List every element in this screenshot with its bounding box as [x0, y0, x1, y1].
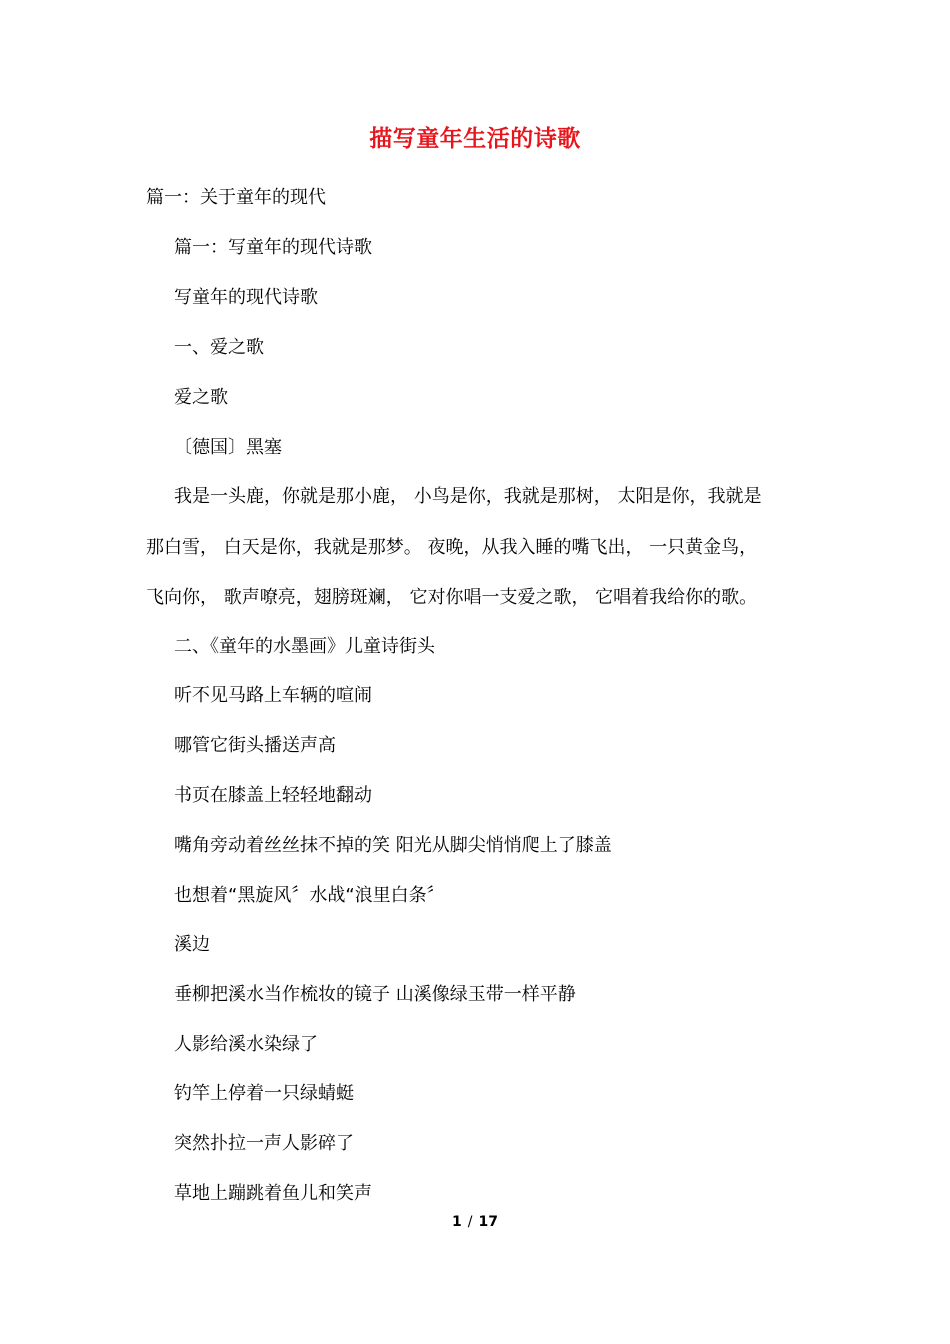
section-heading: 篇一：关于童年的现代	[146, 187, 326, 208]
poem-line: 溪边	[174, 934, 210, 955]
poem-line: 书页在膝盖上轻轻地翻动	[174, 785, 372, 806]
current-page: 1	[452, 1214, 462, 1230]
poem-author: 〔德国〕黑塞	[174, 437, 282, 458]
poem-line: 听不见马路上车辆的喧闹	[174, 685, 372, 706]
poem-line: 草地上蹦跳着鱼儿和笑声	[174, 1183, 372, 1204]
poem-line: 也想着“黑旋风〞水战“浪里白条〞	[174, 885, 445, 906]
subsection-heading: 篇一：写童年的现代诗歌	[174, 237, 372, 258]
poem-paragraph-line: 那白雪， 白天是你，我就是那梦。 夜晚，从我入睡的嘴飞出， 一只黄金鸟，	[146, 537, 758, 558]
total-pages: 17	[478, 1214, 498, 1230]
poem-line: 人影给溪水染绿了	[174, 1034, 318, 1055]
poem-line: 垂柳把溪水当作梳妆的镜子 山溪像绿玉带一样平静	[174, 984, 576, 1005]
poem-title: 爱之歌	[174, 387, 228, 408]
poem-line: 钓竿上停着一只绿蜻蜓	[174, 1083, 354, 1104]
poem-heading: 一、爱之歌	[174, 337, 264, 358]
poem-paragraph-line: 我是一头鹿，你就是那小鹿， 小鸟是你，我就是那树， 太阳是你，我就是	[174, 486, 762, 507]
poem-line: 哪管它街头播送声高	[174, 735, 336, 756]
document-title: 描写童年生活的诗歌	[369, 125, 581, 152]
poem-paragraph-line: 飞向你， 歌声嘹亮，翅膀斑斓， 它对你唱一支爱之歌， 它唱着我给你的歌。	[146, 587, 758, 608]
poem-line: 嘴角旁动着丝丝抹不掉的笑 阳光从脚尖悄悄爬上了膝盖	[174, 835, 612, 856]
poem-heading: 二、《童年的水墨画》儿童诗街头	[174, 636, 435, 657]
page-separator: /	[467, 1214, 473, 1230]
poem-line: 突然扑拉一声人影碎了	[174, 1133, 354, 1154]
page-number	[0, 1214, 950, 1230]
text-line: 写童年的现代诗歌	[174, 287, 318, 308]
